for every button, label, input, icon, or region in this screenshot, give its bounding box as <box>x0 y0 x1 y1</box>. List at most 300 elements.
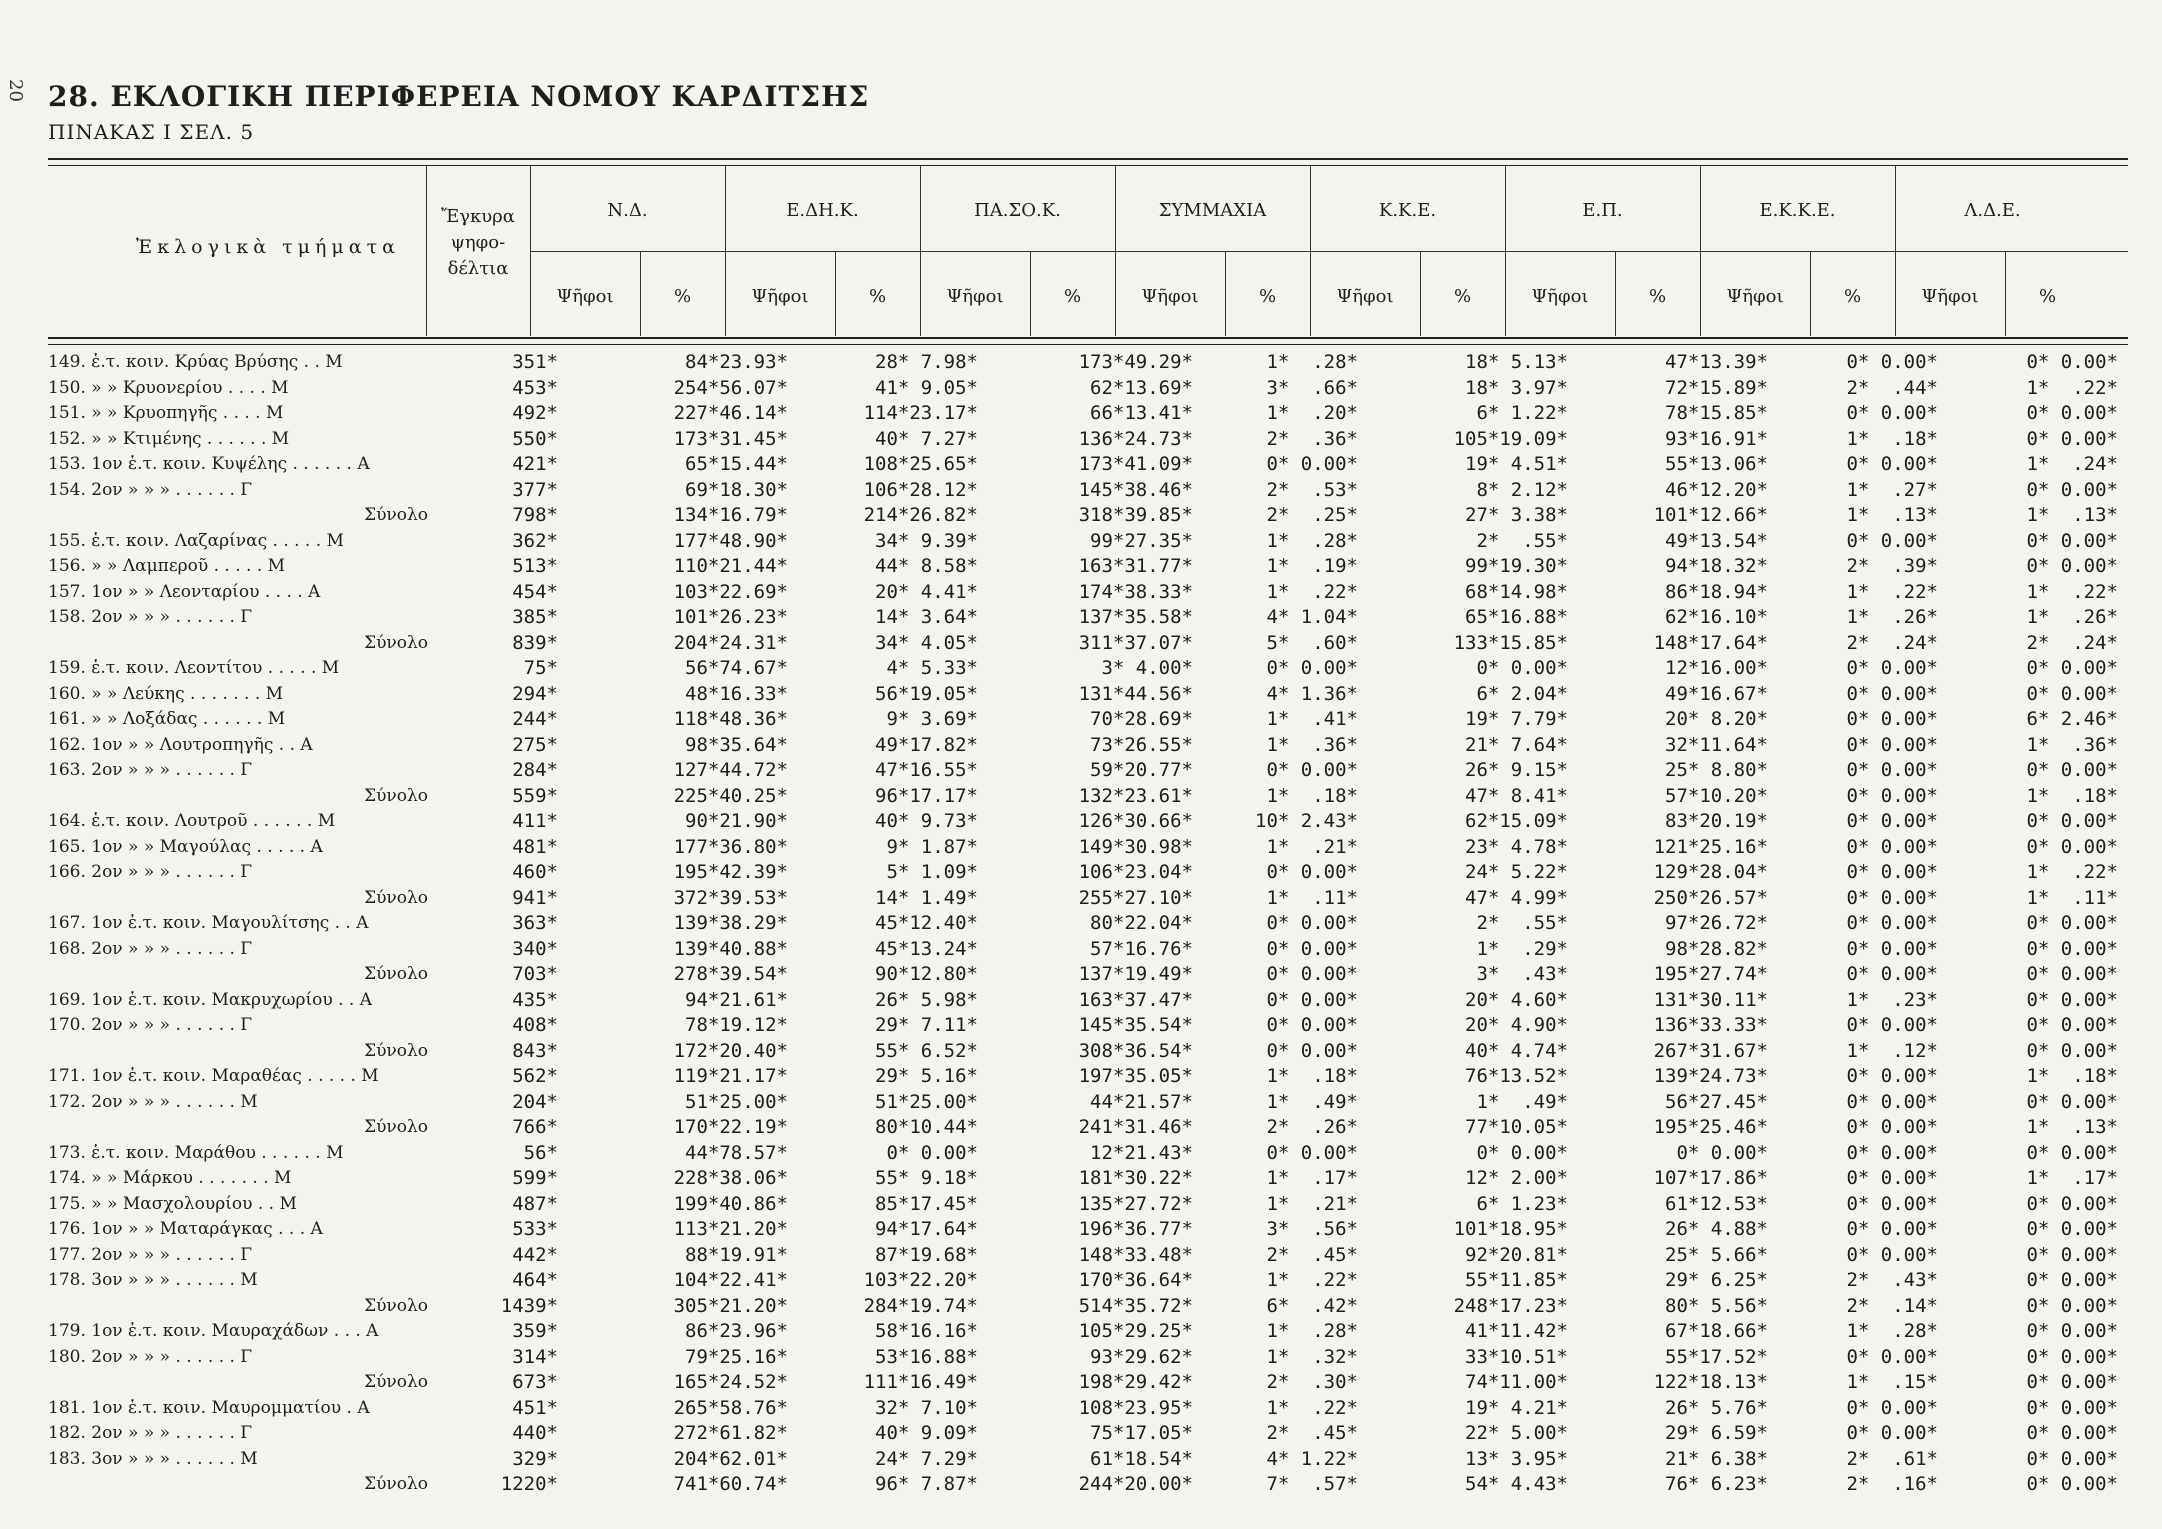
cell-valid: 442* <box>512 1243 558 1266</box>
cell-ep: 0* 0.00* <box>1676 1141 1768 1164</box>
cell-ep: 21* 6.38* <box>1665 1447 1768 1470</box>
cell-edhk: 49*17.82* <box>875 733 978 756</box>
row-label: 165. 1ον » » Μαγούλας . . . . . A <box>48 836 323 857</box>
sub-pct: % <box>1648 286 1667 307</box>
row-label: 180. 2ον » » » . . . . . . Γ <box>48 1346 253 1367</box>
cell-symm: 6* .42* <box>1266 1294 1358 1317</box>
cell-ekke: 1* .13* <box>1846 504 1938 526</box>
cell-lade: 1* .11* <box>2026 886 2118 909</box>
row-label: 160. » » Λεύκης . . . . . . . M <box>48 683 284 704</box>
table-total-row <box>48 886 2128 912</box>
cell-pasok: 197*35.05* <box>1078 1065 1193 1087</box>
table-row <box>48 580 2128 606</box>
cell-edhk: 80*10.44* <box>875 1116 978 1138</box>
cell-valid: 513* <box>512 555 558 577</box>
cell-edhk: 40* 9.73* <box>875 810 978 832</box>
row-label: 177. 2ον » » » . . . . . . Γ <box>48 1244 253 1265</box>
cell-lade: 1* .26* <box>2026 606 2118 628</box>
sub-votes: Ψῆφοι <box>1336 286 1394 307</box>
cell-symm: 4* 1.04* <box>1266 606 1358 628</box>
cell-lade: 2* .24* <box>2026 631 2118 654</box>
cell-lade: 0* 0.00* <box>2026 912 2118 934</box>
cell-pasok: 173*41.09* <box>1078 453 1193 475</box>
cell-symm: 7* .57* <box>1266 1473 1358 1495</box>
cell-ekke: 1* .18* <box>1846 427 1938 450</box>
divider <box>530 251 2128 252</box>
cell-edhk: 47*16.55* <box>875 759 978 781</box>
cell-edhk: 58*16.16* <box>875 1320 978 1342</box>
row-label: 176. 1ον » » Ματαράγκας . . . A <box>48 1219 323 1239</box>
row-label: 150. » » Κρυονερίου . . . . M <box>48 377 289 398</box>
cell-edhk: 94*17.64* <box>875 1218 978 1240</box>
cell-ep: 20* 8.20* <box>1665 708 1768 730</box>
cell-pasok: 255*27.10* <box>1078 886 1193 909</box>
table-row <box>48 1166 2128 1192</box>
table-total-row <box>48 1472 2128 1498</box>
cell-lade: 0* 0.00* <box>2026 810 2118 832</box>
cell-ekke: 0* 0.00* <box>1846 784 1938 807</box>
row-label: 173. ἑ.τ. κοιν. Μαράθου . . . . . . M <box>48 1142 344 1163</box>
cell-symm: 1* .22* <box>1266 1269 1358 1291</box>
cell-ekke: 0* 0.00* <box>1846 1192 1938 1215</box>
cell-kke: 20* 4.90* <box>1465 1014 1568 1036</box>
cell-edhk: 108*25.65* <box>863 453 978 475</box>
row-label: 158. 2ον » » » . . . . . . Γ <box>48 607 253 627</box>
table-header <box>48 166 2128 336</box>
sub-votes: Ψῆφοι <box>1531 286 1589 307</box>
cell-kke: 55*11.85* <box>1465 1269 1568 1291</box>
cell-ep: 55*13.06* <box>1665 453 1768 475</box>
cell-lade: 0* 0.00* <box>2026 1320 2118 1342</box>
cell-nd: 51*25.00* <box>685 1090 788 1113</box>
cell-valid: 454* <box>512 580 558 603</box>
sub-votes: Ψῆφοι <box>946 286 1004 307</box>
cell-lade: 0* 0.00* <box>2026 1141 2118 1164</box>
table-row <box>48 682 2128 708</box>
cell-nd: 204*24.31* <box>673 631 788 654</box>
row-label: 178. 3ον » » » . . . . . . M <box>48 1270 258 1290</box>
cell-nd: 101*26.23* <box>673 606 788 628</box>
cell-edhk: 9* 1.87* <box>886 835 978 858</box>
cell-edhk: 9* 3.69* <box>886 708 978 730</box>
cell-nd: 113*21.20* <box>673 1218 788 1240</box>
table-row <box>48 1192 2128 1218</box>
cell-symm: 1* .22* <box>1266 1396 1358 1419</box>
cell-edhk: 51*25.00* <box>875 1090 978 1113</box>
cell-valid: 839* <box>512 631 558 654</box>
row-label: 161. » » Λοξάδας . . . . . . M <box>48 709 286 729</box>
cell-kke: 23* 4.78* <box>1465 835 1568 858</box>
cell-lade: 1* .13* <box>2026 504 2118 526</box>
table-row <box>48 529 2128 555</box>
cell-edhk: 96* 7.87* <box>875 1473 978 1495</box>
cell-ekke: 2* .44* <box>1846 376 1938 399</box>
cell-valid: 492* <box>512 402 558 424</box>
cell-ep: 94*18.32* <box>1665 555 1768 577</box>
divider <box>1505 166 1506 336</box>
row-label: 155. ἑ.τ. κοιν. Λαζαρίνας . . . . . M <box>48 530 344 551</box>
divider <box>725 166 726 336</box>
cell-ekke: 0* 0.00* <box>1846 1090 1938 1113</box>
cell-ekke: 0* 0.00* <box>1846 1396 1938 1419</box>
cell-ep: 195*25.46* <box>1653 1116 1768 1138</box>
cell-ep: 250*26.57* <box>1653 886 1768 909</box>
cell-pasok: 163*37.47* <box>1078 988 1193 1011</box>
cell-ep: 76* 6.23* <box>1665 1473 1768 1495</box>
table-total-row <box>48 631 2128 657</box>
table-row <box>48 707 2128 733</box>
cell-nd: 69*18.30* <box>685 478 788 501</box>
cell-ekke: 0* 0.00* <box>1846 1167 1938 1189</box>
cell-valid: 377* <box>512 478 558 501</box>
cell-edhk: 20* 4.41* <box>875 580 978 603</box>
row-label: 169. 1ον ἑ.τ. κοιν. Μακρυχωρίου . . A <box>48 989 372 1010</box>
cell-lade: 1* .22* <box>2026 580 2118 603</box>
cell-nd: 741*60.74* <box>673 1473 788 1495</box>
cell-nd: 305*21.20* <box>673 1294 788 1317</box>
cell-lade: 0* 0.00* <box>2026 1345 2118 1368</box>
table-row <box>48 1090 2128 1116</box>
cell-lade: 0* 0.00* <box>2026 1396 2118 1419</box>
cell-valid: 451* <box>512 1396 558 1419</box>
cell-nd: 177*48.90* <box>673 529 788 552</box>
cell-symm: 1* .21* <box>1266 1192 1358 1215</box>
cell-symm: 1* .49* <box>1266 1090 1358 1113</box>
cell-kke: 77*10.05* <box>1465 1116 1568 1138</box>
row-label: 153. 1ον ἑ.τ. κοιν. Κυψέλης . . . . . . A <box>48 454 370 474</box>
cell-ep: 136*33.33* <box>1653 1014 1768 1036</box>
table-row <box>48 911 2128 937</box>
cell-lade: 0* 0.00* <box>2026 427 2118 450</box>
cell-ekke: 0* 0.00* <box>1846 529 1938 552</box>
cell-nd: 172*20.40* <box>673 1039 788 1062</box>
cell-edhk: 45*12.40* <box>875 912 978 934</box>
sub-votes: Ψῆφοι <box>751 286 809 307</box>
cell-ep: 107*17.86* <box>1653 1167 1768 1189</box>
cell-edhk: 24* 7.29* <box>875 1447 978 1470</box>
cell-kke: 19* 4.21* <box>1465 1396 1568 1419</box>
row-label: 179. 1ον ἑ.τ. κοιν. Μαυραχάδων . . . A <box>48 1321 379 1341</box>
cell-kke: 2* .55* <box>1476 912 1568 934</box>
cell-kke: 92*20.81* <box>1465 1243 1568 1266</box>
cell-pasok: 59*20.77* <box>1090 759 1193 781</box>
cell-ekke: 0* 0.00* <box>1846 759 1938 781</box>
cell-symm: 2* .36* <box>1266 427 1358 450</box>
cell-edhk: 55* 9.18* <box>875 1167 978 1189</box>
header-valid-2: ψηφο- <box>450 232 506 253</box>
row-label: 154. 2ον » » » . . . . . . Γ <box>48 479 253 500</box>
divider <box>1115 166 1116 336</box>
party-pasok: ΠΑ.ΣΟ.Κ. <box>974 200 1061 221</box>
cell-lade: 0* 0.00* <box>2026 1014 2118 1036</box>
cell-lade: 0* 0.00* <box>2026 1447 2118 1470</box>
cell-kke: 74*11.00* <box>1465 1371 1568 1393</box>
cell-ep: 93*16.91* <box>1665 427 1768 450</box>
cell-kke: 0* 0.00* <box>1476 1141 1568 1164</box>
row-total-label: Σύνολο <box>364 1372 428 1392</box>
cell-pasok: 170*36.64* <box>1078 1269 1193 1291</box>
cell-valid: 411* <box>512 810 558 832</box>
cell-ep: 101*12.66* <box>1653 504 1768 526</box>
cell-nd: 228*38.06* <box>673 1167 788 1189</box>
table-row <box>48 860 2128 886</box>
table-row <box>48 605 2128 631</box>
cell-valid: 559* <box>512 784 558 807</box>
cell-ep: 46*12.20* <box>1665 478 1768 501</box>
cell-ekke: 0* 0.00* <box>1846 912 1938 934</box>
row-label: 182. 2ον » » » . . . . . . Γ <box>48 1423 253 1443</box>
cell-symm: 0* 0.00* <box>1266 759 1358 781</box>
cell-ekke: 0* 0.00* <box>1846 1218 1938 1240</box>
cell-valid: 562* <box>512 1065 558 1087</box>
cell-ekke: 0* 0.00* <box>1846 861 1938 883</box>
cell-pasok: 137*35.58* <box>1078 606 1193 628</box>
table-row <box>48 1268 2128 1294</box>
cell-edhk: 5* 1.09* <box>886 861 978 883</box>
cell-kke: 12* 2.00* <box>1465 1167 1568 1189</box>
cell-nd: 104*22.41* <box>673 1269 788 1291</box>
cell-symm: 4* 1.22* <box>1266 1447 1358 1470</box>
table-total-row <box>48 1294 2128 1320</box>
cell-kke: 1* .49* <box>1476 1090 1568 1113</box>
cell-kke: 41*11.42* <box>1465 1320 1568 1342</box>
cell-symm: 10* 2.43* <box>1255 810 1358 832</box>
table-row <box>48 376 2128 402</box>
header-valid-3: δέλτια <box>447 258 509 279</box>
cell-nd: 86*23.96* <box>685 1320 788 1342</box>
cell-lade: 0* 0.00* <box>2026 1473 2118 1495</box>
table-row <box>48 835 2128 861</box>
cell-lade: 0* 0.00* <box>2026 1218 2118 1240</box>
sub-votes: Ψῆφοι <box>1141 286 1199 307</box>
cell-symm: 0* 0.00* <box>1266 963 1358 985</box>
divider <box>1895 166 1896 336</box>
cell-nd: 44*78.57* <box>685 1141 788 1164</box>
page-subtitle: ΠΙΝΑΚΑΣ Ι ΣΕΛ. 5 <box>48 120 255 144</box>
cell-ekke: 0* 0.00* <box>1846 733 1938 756</box>
cell-ekke: 0* 0.00* <box>1846 1116 1938 1138</box>
cell-ep: 131*30.11* <box>1653 988 1768 1011</box>
cell-lade: 0* 0.00* <box>2026 963 2118 985</box>
cell-valid: 385* <box>512 606 558 628</box>
cell-valid: 294* <box>512 682 558 705</box>
cell-nd: 372*39.53* <box>673 886 788 909</box>
cell-valid: 440* <box>512 1422 558 1444</box>
cell-lade: 0* 0.00* <box>2026 682 2118 705</box>
cell-edhk: 53*16.88* <box>875 1345 978 1368</box>
cell-pasok: 80*22.04* <box>1090 912 1193 934</box>
divider <box>426 166 427 336</box>
cell-lade: 1* .24* <box>2026 453 2118 475</box>
cell-valid: 673* <box>512 1371 558 1393</box>
cell-ekke: 1* .12* <box>1846 1039 1938 1062</box>
cell-symm: 1* .32* <box>1266 1345 1358 1368</box>
table-total-row <box>48 1039 2128 1065</box>
cell-symm: 2* .26* <box>1266 1116 1358 1138</box>
cell-nd: 103*22.69* <box>673 580 788 603</box>
sub-votes: Ψῆφοι <box>1921 286 1979 307</box>
cell-valid: 204* <box>512 1090 558 1113</box>
cell-lade: 1* .13* <box>2026 1116 2118 1138</box>
cell-symm: 1* .28* <box>1266 351 1358 373</box>
cell-nd: 134*16.79* <box>673 504 788 526</box>
cell-kke: 47* 8.41* <box>1465 784 1568 807</box>
row-label: 168. 2ον » » » . . . . . . Γ <box>48 938 253 959</box>
cell-valid: 1439* <box>500 1294 558 1317</box>
row-label: 172. 2ον » » » . . . . . . M <box>48 1091 258 1112</box>
cell-valid: 550* <box>512 427 558 450</box>
cell-symm: 2* .25* <box>1266 504 1358 526</box>
table-row <box>48 350 2128 376</box>
cell-pasok: 244*20.00* <box>1078 1473 1193 1495</box>
cell-pasok: 70*28.69* <box>1090 708 1193 730</box>
cell-kke: 99*19.30* <box>1465 555 1568 577</box>
cell-pasok: 132*23.61* <box>1078 784 1193 807</box>
cell-pasok: 44*21.57* <box>1090 1090 1193 1113</box>
cell-lade: 0* 0.00* <box>2026 1294 2118 1317</box>
cell-ep: 67*18.66* <box>1665 1320 1768 1342</box>
cell-nd: 94*21.61* <box>685 988 788 1011</box>
cell-kke: 1* .29* <box>1476 937 1568 960</box>
table-row <box>48 427 2128 453</box>
cell-lade: 1* .22* <box>2026 861 2118 883</box>
cell-ep: 47*13.39* <box>1665 351 1768 373</box>
cell-valid: 481* <box>512 835 558 858</box>
cell-kke: 0* 0.00* <box>1476 657 1568 679</box>
cell-valid: 314* <box>512 1345 558 1368</box>
cell-ekke: 0* 0.00* <box>1846 1065 1938 1087</box>
cell-ep: 72*15.89* <box>1665 376 1768 399</box>
cell-pasok: 198*29.42* <box>1078 1371 1193 1393</box>
cell-nd: 90*21.90* <box>685 810 788 832</box>
cell-kke: 6* 2.04* <box>1476 682 1568 705</box>
cell-lade: 0* 0.00* <box>2026 1192 2118 1215</box>
cell-ekke: 0* 0.00* <box>1846 1422 1938 1444</box>
cell-edhk: 85*17.45* <box>875 1192 978 1215</box>
cell-lade: 0* 0.00* <box>2026 937 2118 960</box>
cell-ekke: 0* 0.00* <box>1846 963 1938 985</box>
cell-nd: 98*35.64* <box>685 733 788 756</box>
cell-ekke: 2* .14* <box>1846 1294 1938 1317</box>
row-label: 167. 1ον ἑ.τ. κοιν. Μαγουλίτσης . . A <box>48 913 369 933</box>
cell-lade: 0* 0.00* <box>2026 1090 2118 1113</box>
cell-pasok: 131*44.56* <box>1078 682 1193 705</box>
row-label: 151. » » Κρυοπηγῆς . . . . M <box>48 403 284 423</box>
party-edhk: Ε.ΔΗ.Κ. <box>786 200 859 221</box>
cell-valid: 408* <box>512 1014 558 1036</box>
table-row <box>48 1421 2128 1447</box>
cell-edhk: 34* 9.39* <box>875 529 978 552</box>
cell-nd: 110*21.44* <box>673 555 788 577</box>
cell-valid: 244* <box>512 708 558 730</box>
cell-ep: 78*15.85* <box>1665 402 1768 424</box>
cell-kke: 20* 4.60* <box>1465 988 1568 1011</box>
cell-ep: 25* 8.80* <box>1665 759 1768 781</box>
cell-pasok: 106*23.04* <box>1078 861 1193 883</box>
cell-valid: 435* <box>512 988 558 1011</box>
cell-edhk: 96*17.17* <box>875 784 978 807</box>
cell-nd: 272*61.82* <box>673 1422 788 1444</box>
sub-pct: % <box>1258 286 1277 307</box>
cell-pasok: 311*37.07* <box>1078 631 1193 654</box>
cell-lade: 0* 0.00* <box>2026 1269 2118 1291</box>
cell-edhk: 214*26.82* <box>863 504 978 526</box>
cell-ep: 26* 4.88* <box>1665 1218 1768 1240</box>
cell-edhk: 26* 5.98* <box>875 988 978 1011</box>
cell-lade: 0* 0.00* <box>2026 351 2118 373</box>
cell-ep: 57*10.20* <box>1665 784 1768 807</box>
cell-kke: 62*15.09* <box>1465 810 1568 832</box>
cell-pasok: 174*38.33* <box>1078 580 1193 603</box>
cell-lade: 0* 0.00* <box>2026 1243 2118 1266</box>
cell-lade: 1* .17* <box>2026 1167 2118 1189</box>
cell-lade: 0* 0.00* <box>2026 1039 2118 1062</box>
cell-pasok: 318*39.85* <box>1078 504 1193 526</box>
cell-lade: 1* .18* <box>2026 1065 2118 1087</box>
cell-pasok: 126*30.66* <box>1078 810 1193 832</box>
cell-lade: 0* 0.00* <box>2026 478 2118 501</box>
cell-nd: 65*15.44* <box>685 453 788 475</box>
cell-lade: 0* 0.00* <box>2026 835 2118 858</box>
party-symmaxia: ΣΥΜΜΑΧΙΑ <box>1158 200 1267 221</box>
cell-ep: 49*13.54* <box>1665 529 1768 552</box>
cell-nd: 265*58.76* <box>673 1396 788 1419</box>
cell-nd: 254*56.07* <box>673 376 788 399</box>
cell-nd: 119*21.17* <box>673 1065 788 1087</box>
cell-lade: 0* 0.00* <box>2026 402 2118 424</box>
cell-symm: 0* 0.00* <box>1266 988 1358 1011</box>
cell-ekke: 0* 0.00* <box>1846 351 1938 373</box>
cell-edhk: 106*28.12* <box>863 478 978 501</box>
table-row <box>48 733 2128 759</box>
cell-ekke: 0* 0.00* <box>1846 835 1938 858</box>
cell-edhk: 90*12.80* <box>875 963 978 985</box>
cell-ekke: 0* 0.00* <box>1846 937 1938 960</box>
cell-ekke: 0* 0.00* <box>1846 1141 1938 1164</box>
cell-ekke: 0* 0.00* <box>1846 657 1938 679</box>
row-label: 157. 1ον » » Λεονταρίου . . . . A <box>48 581 321 602</box>
cell-pasok: 136*24.73* <box>1078 427 1193 450</box>
cell-edhk: 41* 9.05* <box>875 376 978 399</box>
cell-lade: 0* 0.00* <box>2026 529 2118 552</box>
table-row <box>48 988 2128 1014</box>
cell-symm: 4* 1.36* <box>1266 682 1358 705</box>
cell-kke: 18* 5.13* <box>1465 351 1568 373</box>
row-label: 175. » » Μασχολουρίου . . M <box>48 1193 297 1214</box>
cell-valid: 843* <box>512 1039 558 1062</box>
cell-ekke: 0* 0.00* <box>1846 1345 1938 1368</box>
cell-symm: 0* 0.00* <box>1266 453 1358 475</box>
sub-votes: Ψῆφοι <box>556 286 614 307</box>
cell-symm: 0* 0.00* <box>1266 912 1358 934</box>
cell-nd: 78*19.12* <box>685 1014 788 1036</box>
cell-lade: 0* 0.00* <box>2026 1422 2118 1444</box>
cell-nd: 139*40.88* <box>673 937 788 960</box>
row-total-label: Σύνολο <box>364 632 428 653</box>
table-row <box>48 937 2128 963</box>
row-label: 181. 1ον ἑ.τ. κοιν. Μαυρομματίου . A <box>48 1397 370 1418</box>
row-label: 164. ἑ.τ. κοιν. Λουτροῦ . . . . . . M <box>48 811 336 831</box>
cell-nd: 79*25.16* <box>685 1345 788 1368</box>
cell-pasok: 12*21.43* <box>1090 1141 1193 1164</box>
cell-symm: 1* .36* <box>1266 733 1358 756</box>
cell-ep: 129*28.04* <box>1653 861 1768 883</box>
row-label: 152. » » Κτιμένης . . . . . . M <box>48 428 290 449</box>
cell-valid: 359* <box>512 1320 558 1342</box>
header-bottom-rule <box>48 337 2128 339</box>
cell-valid: 941* <box>512 886 558 909</box>
cell-pasok: 93*29.62* <box>1090 1345 1193 1368</box>
